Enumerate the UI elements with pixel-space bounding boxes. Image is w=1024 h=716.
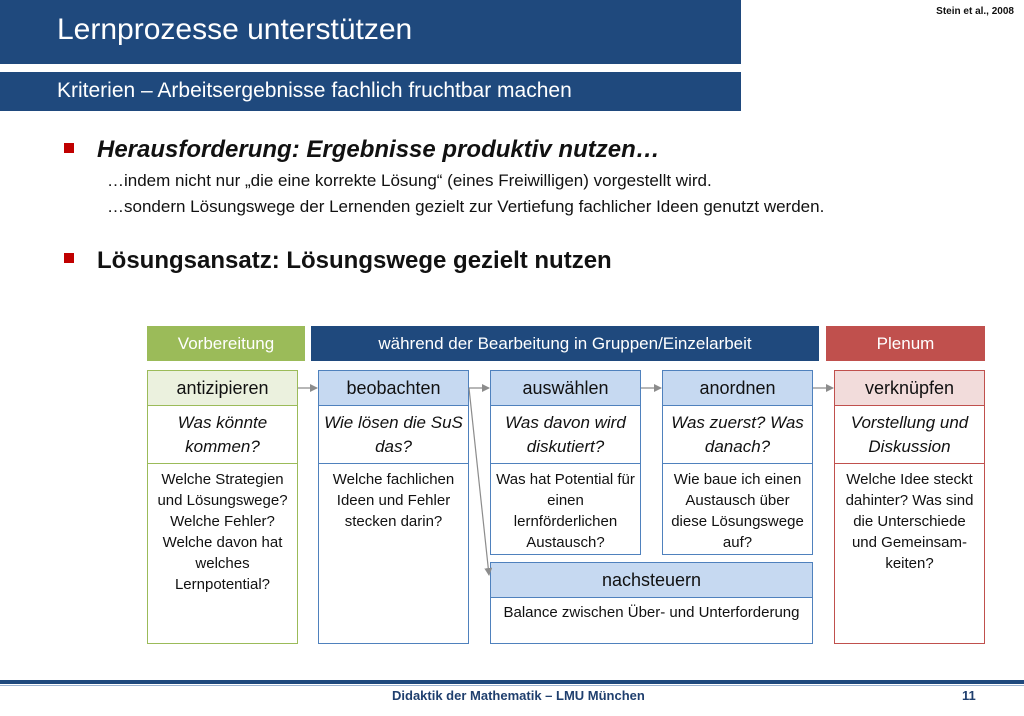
challenge-heading: Herausforderung: Ergebnisse produktiv nutzen… bbox=[97, 136, 660, 163]
column-question: Was könnte kommen? bbox=[148, 406, 297, 464]
column-question: Vorstellung und Diskussion bbox=[835, 406, 984, 464]
column-header: auswählen bbox=[491, 371, 640, 406]
footer-institution: Didaktik der Mathematik – LMU München bbox=[392, 688, 645, 703]
column-detail: Wie baue ich einen Austausch über diese Lösungswege auf? bbox=[671, 471, 804, 551]
steer-detail: Balance zwischen Über- und Unterforderung bbox=[503, 604, 800, 621]
column-question: Was davon wird diskutiert? bbox=[491, 406, 640, 464]
column-question: Wie lösen die SuS das? bbox=[319, 406, 468, 464]
column-detail: Welche Idee steckt dahinter? Was sind die Unterschiede und Gemeinsam-keiten? bbox=[845, 471, 974, 572]
challenge-line-1: …indem nicht nur „die eine korrekte Lösung“ (eines Freiwilligen) vorgestellt wird. bbox=[107, 171, 712, 190]
column-detail: Was hat Potential für einen lernförderlichen Austausch? bbox=[496, 471, 635, 551]
phase-during: während der Bearbeitung in Gruppen/Einzelarbeit bbox=[311, 326, 819, 361]
column-header: anordnen bbox=[663, 371, 812, 406]
slide-title: Lernprozesse unterstützen bbox=[57, 13, 413, 46]
column-header: antizipieren bbox=[148, 371, 297, 406]
arrow-observe-steer bbox=[469, 388, 489, 575]
challenge-line-2: …sondern Lösungswege der Lernenden gezielt zur Vertiefung fachlicher Ideen genutzt werden. bbox=[107, 197, 825, 216]
slide-subtitle: Kriterien – Arbeitsergebnisse fachlich fruchtbar machen bbox=[57, 79, 572, 102]
citation: Stein et al., 2008 bbox=[936, 6, 1014, 17]
column-header: beobachten bbox=[319, 371, 468, 406]
column-detail: Welche fachlichen Ideen und Fehler stecken darin? bbox=[332, 471, 455, 530]
phase-plenum: Plenum bbox=[826, 326, 985, 361]
footer-divider bbox=[0, 685, 1024, 686]
column-question: Was zuerst? Was danach? bbox=[663, 406, 812, 464]
page-number: 11 bbox=[962, 688, 976, 703]
phase-preparation: Vorbereitung bbox=[147, 326, 305, 361]
column-detail: Welche Strategien und Lösungswege? Welche Fehler? Welche davon hat welches Lernpotential? bbox=[157, 471, 288, 593]
steer-header: nachsteuern bbox=[491, 563, 812, 598]
footer-rule bbox=[0, 680, 1024, 684]
solution-heading: Lösungsansatz: Lösungswege gezielt nutzen bbox=[97, 247, 612, 274]
column-header: verknüpfen bbox=[835, 371, 984, 406]
